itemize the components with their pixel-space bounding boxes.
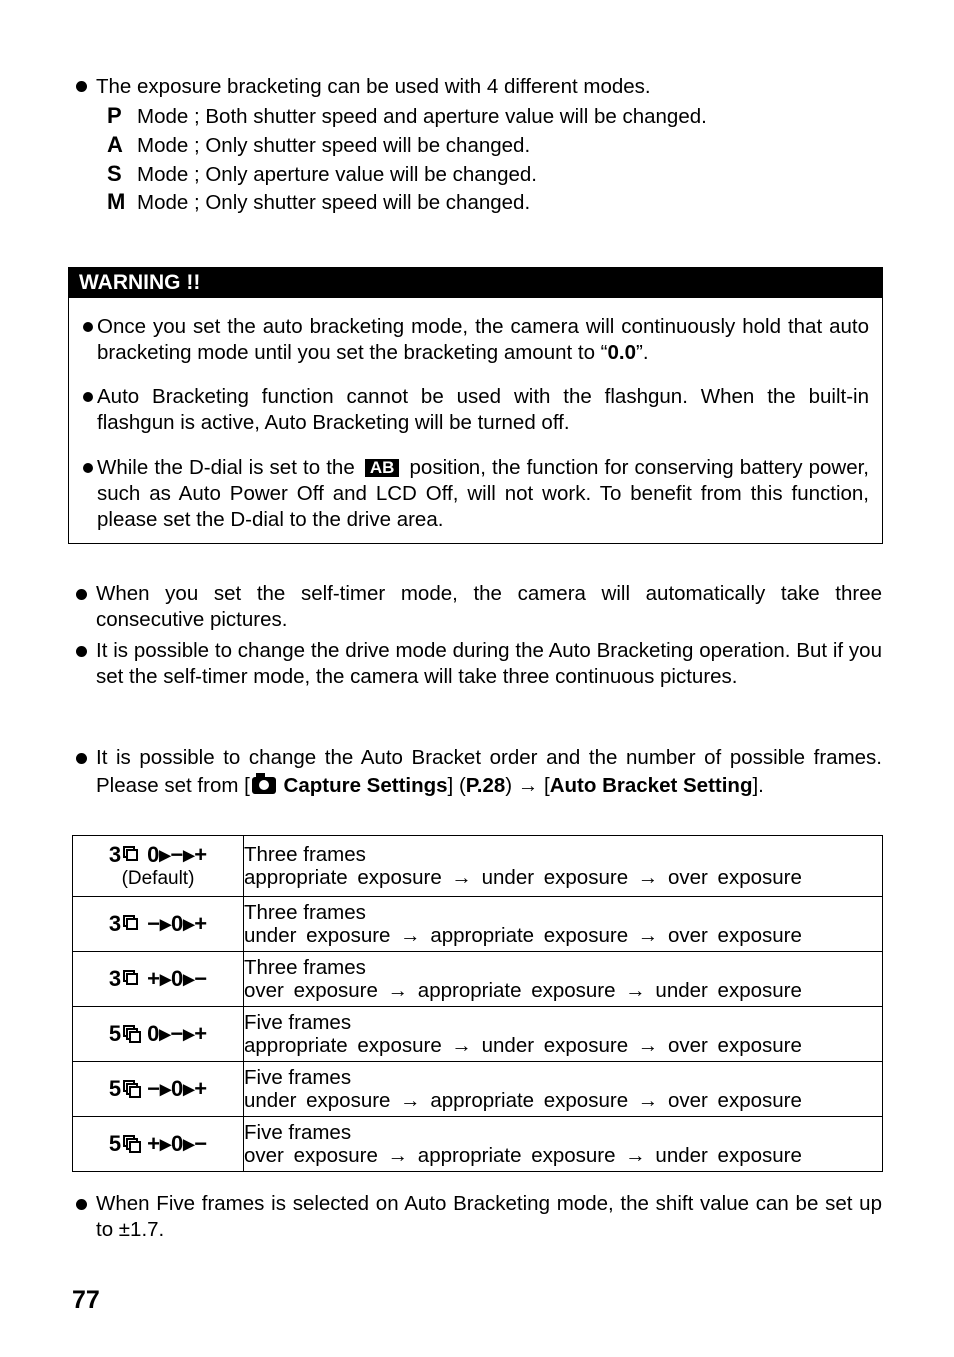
- continuous-frames-icon: [123, 1080, 141, 1098]
- bullet-dot: [76, 646, 87, 657]
- exposure-sequence: +▸0▸−: [147, 1131, 208, 1156]
- bracket-description-cell: [244, 952, 883, 1007]
- note-drive-mode: [96, 638, 882, 690]
- warning-item-2: [97, 384, 869, 436]
- note-text-end: ].: [752, 774, 764, 797]
- bullet-dot: [76, 81, 87, 92]
- continuous-frames-icon: [123, 1025, 141, 1043]
- bullet-dot: [83, 392, 93, 402]
- note-text: It is possible to change the drive mode during the Auto Bracketing operation. But if you set the self-timer mode, the camera will take three continuous pictures.: [96, 639, 882, 688]
- continuous-frames-icon: [123, 846, 141, 864]
- mode-letter: S: [107, 161, 122, 186]
- ab-dial-badge: AB: [365, 459, 400, 477]
- exposure-order: appropriate exposure → under exposure → over exposure: [244, 1034, 802, 1057]
- frame-count: 3: [108, 911, 122, 936]
- bullet-dot: [76, 753, 87, 764]
- bullet-dot: [76, 1199, 87, 1210]
- bullet-dot: [83, 322, 93, 332]
- continuous-frames-icon: [123, 915, 141, 933]
- warning-item-1: [97, 314, 869, 366]
- default-label: (Default): [121, 868, 195, 889]
- setting-name: Auto Bracket Setting: [549, 774, 753, 797]
- page-reference: P.28: [465, 774, 506, 797]
- warning-item-1-end: ”.: [636, 341, 649, 364]
- bracket-code-cell: [73, 1007, 244, 1062]
- mode-text: Mode ; Only shutter speed will be changed.: [137, 134, 531, 157]
- frame-count: 5: [108, 1131, 122, 1156]
- bracket-code-cell: [73, 897, 244, 952]
- table-row: [73, 897, 883, 952]
- bracket-code: [73, 1076, 243, 1102]
- bracket-description-cell: [244, 1117, 883, 1172]
- warning-title: WARNING !!: [69, 268, 882, 298]
- exposure-order: under exposure → appropriate exposure → over exposure: [244, 1089, 802, 1112]
- mode-line-p: [107, 102, 707, 131]
- mode-text: Mode ; Only shutter speed will be changed.: [137, 191, 531, 214]
- frames-title: Five frames: [244, 1121, 352, 1144]
- bracket-code-cell: [73, 1062, 244, 1117]
- bracket-code: [73, 1021, 243, 1047]
- mode-letter: A: [107, 132, 123, 157]
- camera-icon: [252, 777, 276, 794]
- bracket-code-cell: [73, 952, 244, 1007]
- bullet-dot: [76, 589, 87, 600]
- exposure-sequence: −▸0▸+: [147, 1076, 208, 1101]
- continuous-frames-icon: [123, 1135, 141, 1153]
- frames-title: Three frames: [244, 956, 366, 979]
- warning-item-3: [97, 455, 869, 533]
- bracket-description-cell: [244, 1062, 883, 1117]
- exposure-sequence: +▸0▸−: [147, 966, 208, 991]
- table-row: [73, 952, 883, 1007]
- exposure-sequence: −▸0▸+: [147, 911, 208, 936]
- mode-text: Mode ; Both shutter speed and aperture value will be changed.: [137, 105, 707, 128]
- exposure-sequence: 0▸−▸+: [147, 1021, 208, 1046]
- note-five-frames: [96, 1191, 882, 1243]
- mode-text: Mode ; Only aperture value will be changed.: [137, 163, 537, 186]
- note-text: When you set the self-timer mode, the camera will automatically take three consecutive pictures.: [96, 582, 882, 631]
- note-text: It is possible to change the Auto Bracket order and the number of possible frames. Please set from [: [96, 746, 882, 797]
- warning-item-1-value: 0.0: [607, 341, 637, 364]
- table-row: [73, 1007, 883, 1062]
- frame-count: 3: [108, 966, 122, 991]
- frames-title: Five frames: [244, 1011, 352, 1034]
- note-self-timer: [96, 581, 882, 633]
- note-text-cont: ) → [: [505, 774, 550, 797]
- frame-count: 3: [108, 842, 122, 867]
- warning-box: [68, 267, 883, 544]
- mode-letter: P: [107, 103, 122, 128]
- bracket-code-cell: [73, 1117, 244, 1172]
- frames-title: Three frames: [244, 843, 366, 866]
- bracket-code: [73, 966, 243, 992]
- frames-title: Five frames: [244, 1066, 352, 1089]
- intro-text: The exposure bracketing can be used with 4 different modes.: [96, 75, 651, 98]
- note-text-cont: ] (: [447, 774, 466, 797]
- bracket-description-cell: [244, 1007, 883, 1062]
- exposure-order: under exposure → appropriate exposure → over exposure: [244, 924, 802, 947]
- frame-count: 5: [108, 1076, 122, 1101]
- bracket-code: [73, 1131, 243, 1157]
- warning-item-3-text: While the D-dial is set to the: [97, 456, 355, 479]
- bullet-dot: [83, 463, 93, 473]
- exposure-sequence: 0▸−▸+: [147, 842, 208, 867]
- page-number: 77: [72, 1286, 100, 1314]
- bracket-code-cell: [73, 836, 244, 897]
- frame-count: 5: [108, 1021, 122, 1046]
- mode-line-a: [107, 131, 530, 160]
- frames-title: Three frames: [244, 901, 366, 924]
- warning-item-3-text-cont: position, the function for conserving battery power, such as Auto Power Off and LCD Off, will not work. To benefit from this function, please set the D-dial to the drive area.: [97, 456, 869, 531]
- bracket-description-cell: [244, 836, 883, 897]
- exposure-order: over exposure → appropriate exposure → under exposure: [244, 1144, 802, 1167]
- table-row: [73, 836, 883, 897]
- warning-item-2-text: Auto Bracketing function cannot be used with the flashgun. When the built-in flashgun is active, Auto Bracketing will be turned off.: [97, 385, 869, 434]
- mode-line-s: [107, 160, 537, 189]
- exposure-order: over exposure → appropriate exposure → under exposure: [244, 979, 802, 1002]
- bracket-code: [73, 911, 243, 937]
- warning-item-1-text: Once you set the auto bracketing mode, the camera will continuously hold that auto bracketing mode until you set the bracketing amount to “: [97, 315, 869, 364]
- mode-line-m: [107, 188, 530, 217]
- table-row: [73, 1062, 883, 1117]
- bracket-code: [73, 842, 243, 868]
- continuous-frames-icon: [123, 970, 141, 988]
- mode-letter: M: [107, 189, 126, 214]
- exposure-order: appropriate exposure → under exposure → over exposure: [244, 866, 802, 889]
- note-bracket-order: [96, 744, 882, 800]
- table-row: [73, 1117, 883, 1172]
- menu-name: Capture Settings: [283, 774, 448, 797]
- bracket-order-table: [72, 835, 883, 1172]
- bracket-description-cell: [244, 897, 883, 952]
- note-text: When Five frames is selected on Auto Bracketing mode, the shift value can be set up to ±1.7.: [96, 1192, 882, 1241]
